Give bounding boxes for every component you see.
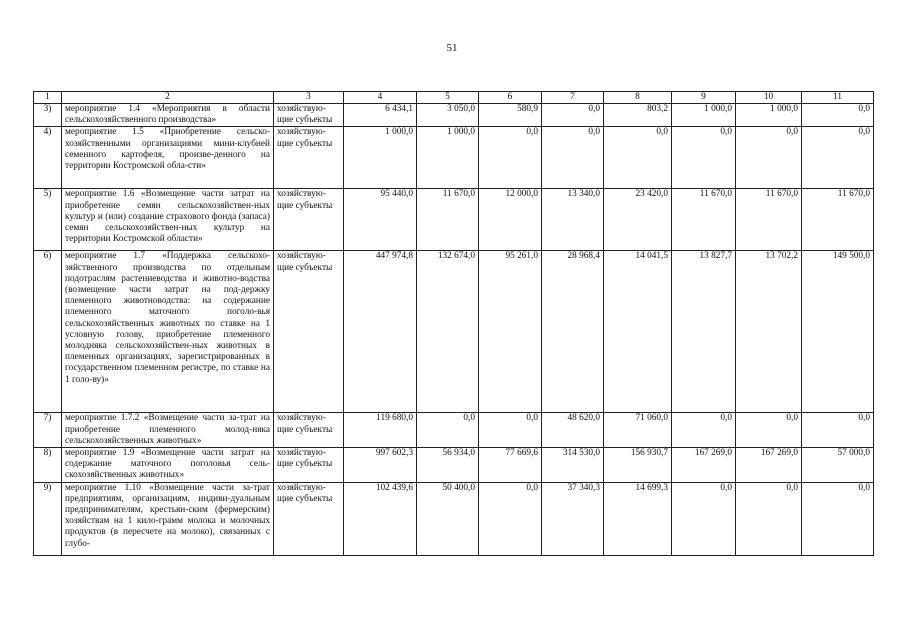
value-cell: 132 674,0 <box>417 251 479 413</box>
executor: хозяйствую-щие субъекты <box>274 251 344 413</box>
row-number: 6) <box>34 251 62 413</box>
value-cell: 0,0 <box>542 127 604 189</box>
table-row <box>34 104 874 127</box>
value-cell: 167 269,0 <box>672 448 736 483</box>
table-row <box>34 482 874 555</box>
value-cell: 0,0 <box>802 413 874 448</box>
value-cell: 37 340,3 <box>542 482 604 555</box>
value-cell: 95 440,0 <box>344 189 417 251</box>
measure-name: мероприятие 1.7 «Поддержка сельскохо-зяйственного производства по отдельным подотраслям растениеводства и животно-водства (возмещение части затрат на под-держку племенного животноводства: на содержание племенного маточного поголо-вья сельскохозяйственных животных по ставке на 1 условную голову, приобретение племенного молодняка сельскохозяйствен-ных животных в племенных организациях, зарегистрированных в государственном племенном регистре, по ставке на 1 голо-ву)» <box>62 251 274 413</box>
table-row <box>34 448 874 483</box>
row-number: 9) <box>34 482 62 555</box>
column-header: 9 <box>672 92 736 104</box>
value-cell: 1 000,0 <box>736 104 802 127</box>
row-number: 3) <box>34 104 62 127</box>
value-cell: 167 269,0 <box>736 448 802 483</box>
measure-name: мероприятие 1.7.2 «Возмещение части за-трат на приобретение племенного молод-няка сельскохозяйственных животных» <box>62 413 274 448</box>
value-cell: 447 974,8 <box>344 251 417 413</box>
value-cell: 77 669,6 <box>479 448 542 483</box>
column-header: 1 <box>34 92 62 104</box>
measure-name: мероприятие 1.10 «Возмещение части за-трат предприятиям, организациям, индиви-дуальным предпринимателям, крестьян-ским (фермерским) хозяйствам на 1 кило-грамм молока и молочных продуктов (в пересчете на молоко), связанных с глубо- <box>62 482 274 555</box>
page-number: 51 <box>446 42 458 54</box>
value-cell: 102 439,6 <box>344 482 417 555</box>
value-cell: 0,0 <box>542 104 604 127</box>
value-cell: 0,0 <box>802 127 874 189</box>
value-cell: 11 670,0 <box>672 189 736 251</box>
row-number: 4) <box>34 127 62 189</box>
table-row <box>34 127 874 189</box>
value-cell: 28 968,4 <box>542 251 604 413</box>
column-header: 3 <box>274 92 344 104</box>
value-cell: 3 050,0 <box>417 104 479 127</box>
value-cell: 13 340,0 <box>542 189 604 251</box>
measure-name: мероприятие 1.6 «Возмещение части затрат на приобретение семян сельскохозяйствен-ных культур и (или) создание страхового фонда (запаса) семян сельскохозяйствен-ных культур на территории Костромской области» <box>62 189 274 251</box>
column-header: 6 <box>479 92 542 104</box>
column-header: 4 <box>344 92 417 104</box>
executor: хозяйствую-щие субъекты <box>274 448 344 483</box>
budget-table <box>33 91 874 556</box>
column-header: 11 <box>802 92 874 104</box>
value-cell: 0,0 <box>417 413 479 448</box>
row-number: 5) <box>34 189 62 251</box>
value-cell: 12 000,0 <box>479 189 542 251</box>
value-cell: 6 434,1 <box>344 104 417 127</box>
value-cell: 57 000,0 <box>802 448 874 483</box>
value-cell: 14 041,5 <box>604 251 672 413</box>
value-cell: 23 420,0 <box>604 189 672 251</box>
value-cell: 0,0 <box>736 482 802 555</box>
value-cell: 50 400,0 <box>417 482 479 555</box>
value-cell: 0,0 <box>736 127 802 189</box>
value-cell: 156 930,7 <box>604 448 672 483</box>
value-cell: 71 060,0 <box>604 413 672 448</box>
executor: хозяйствую-щие субъекты <box>274 104 344 127</box>
value-cell: 56 934,0 <box>417 448 479 483</box>
value-cell: 0,0 <box>672 413 736 448</box>
value-cell: 803,2 <box>604 104 672 127</box>
table-row <box>34 413 874 448</box>
value-cell: 1 000,0 <box>344 127 417 189</box>
value-cell: 13 827,7 <box>672 251 736 413</box>
value-cell: 1 000,0 <box>417 127 479 189</box>
column-header: 7 <box>542 92 604 104</box>
value-cell: 119 680,0 <box>344 413 417 448</box>
table-row <box>34 251 874 413</box>
header-row <box>34 92 874 104</box>
value-cell: 580,9 <box>479 104 542 127</box>
value-cell: 0,0 <box>672 127 736 189</box>
value-cell: 0,0 <box>802 104 874 127</box>
measure-name: мероприятие 1.9 «Возмещение части затрат на содержание маточного поголовья сель-скохозяйственных животных» <box>62 448 274 483</box>
value-cell: 14 699,3 <box>604 482 672 555</box>
value-cell: 997 602,3 <box>344 448 417 483</box>
row-number: 8) <box>34 448 62 483</box>
value-cell: 0,0 <box>479 482 542 555</box>
measure-name: мероприятие 1.4 «Мероприятия в области сельскохозяйственного производства» <box>62 104 274 127</box>
value-cell: 149 500,0 <box>802 251 874 413</box>
value-cell: 11 670,0 <box>417 189 479 251</box>
value-cell: 0,0 <box>604 127 672 189</box>
column-header: 2 <box>62 92 274 104</box>
executor: хозяйствую-щие субъекты <box>274 482 344 555</box>
value-cell: 0,0 <box>672 482 736 555</box>
value-cell: 1 000,0 <box>672 104 736 127</box>
value-cell: 11 670,0 <box>736 189 802 251</box>
value-cell: 0,0 <box>736 413 802 448</box>
value-cell: 0,0 <box>479 413 542 448</box>
value-cell: 95 261,0 <box>479 251 542 413</box>
value-cell: 48 620,0 <box>542 413 604 448</box>
column-header: 10 <box>736 92 802 104</box>
column-header: 8 <box>604 92 672 104</box>
measure-name: мероприятие 1.5 «Приобретение сельско-хозяйственными организациями мини-клубней семенного картофеля, произве-денного на территории Костромской обла-сти» <box>62 127 274 189</box>
value-cell: 314 530,0 <box>542 448 604 483</box>
row-number: 7) <box>34 413 62 448</box>
column-header: 5 <box>417 92 479 104</box>
executor: хозяйствую-щие субъекты <box>274 189 344 251</box>
value-cell: 0,0 <box>802 482 874 555</box>
value-cell: 13 702,2 <box>736 251 802 413</box>
table-header <box>34 92 874 104</box>
table-row <box>34 189 874 251</box>
executor: хозяйствую-щие субъекты <box>274 413 344 448</box>
table-body <box>34 104 874 556</box>
value-cell: 11 670,0 <box>802 189 874 251</box>
value-cell: 0,0 <box>479 127 542 189</box>
executor: хозяйствую-щие субъекты <box>274 127 344 189</box>
